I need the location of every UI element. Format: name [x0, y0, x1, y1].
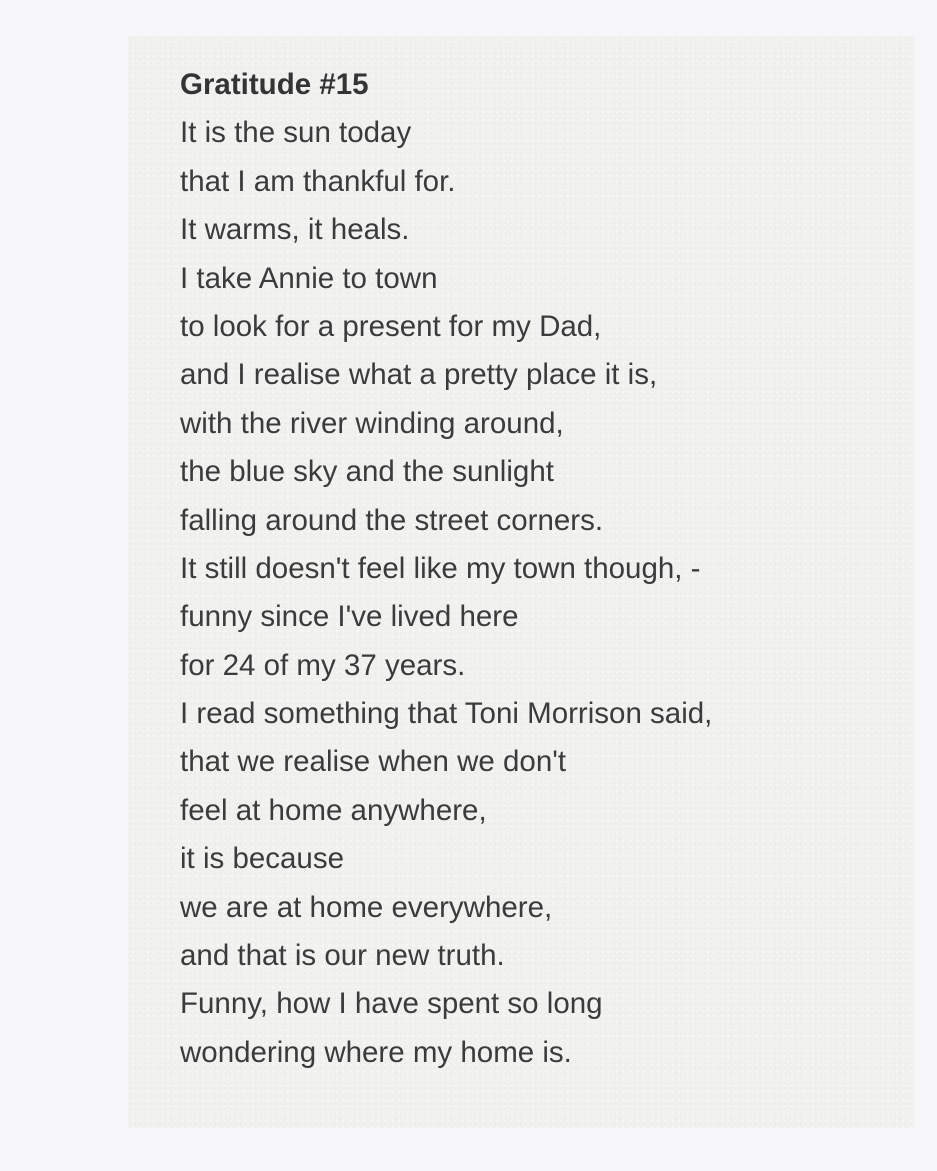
note-line: that we realise when we don't	[180, 745, 567, 779]
note-line: wondering where my home is.	[180, 1035, 572, 1069]
note-line: funny since I've lived here	[180, 600, 519, 634]
note-line: it is because	[180, 842, 344, 876]
note-line: and I realise what a pretty place it is,	[180, 358, 658, 392]
note-line: It is the sun today	[180, 116, 412, 150]
note-line: I take Annie to town	[180, 261, 438, 295]
note-line: I read something that Toni Morrison said,	[180, 697, 713, 731]
note-line: that I am thankful for.	[180, 164, 456, 198]
note-line: It warms, it heals.	[180, 213, 410, 247]
note-line: we are at home everywhere,	[180, 890, 553, 924]
note-line: the blue sky and the sunlight	[180, 455, 554, 489]
note-line: falling around the street corners.	[180, 503, 604, 537]
note-line: with the river winding around,	[180, 406, 564, 440]
note-line: Funny, how I have spent so long	[180, 987, 603, 1021]
note-line: and that is our new truth.	[180, 939, 505, 973]
note-line: feel at home anywhere,	[180, 793, 487, 827]
note-paper	[128, 36, 914, 1128]
note-line: It still doesn't feel like my town though, -	[180, 551, 701, 585]
note-body	[180, 61, 900, 1077]
note-title: Gratitude #15	[180, 68, 369, 101]
note-line: to look for a present for my Dad,	[180, 309, 602, 343]
note-line: for 24 of my 37 years.	[180, 648, 466, 682]
